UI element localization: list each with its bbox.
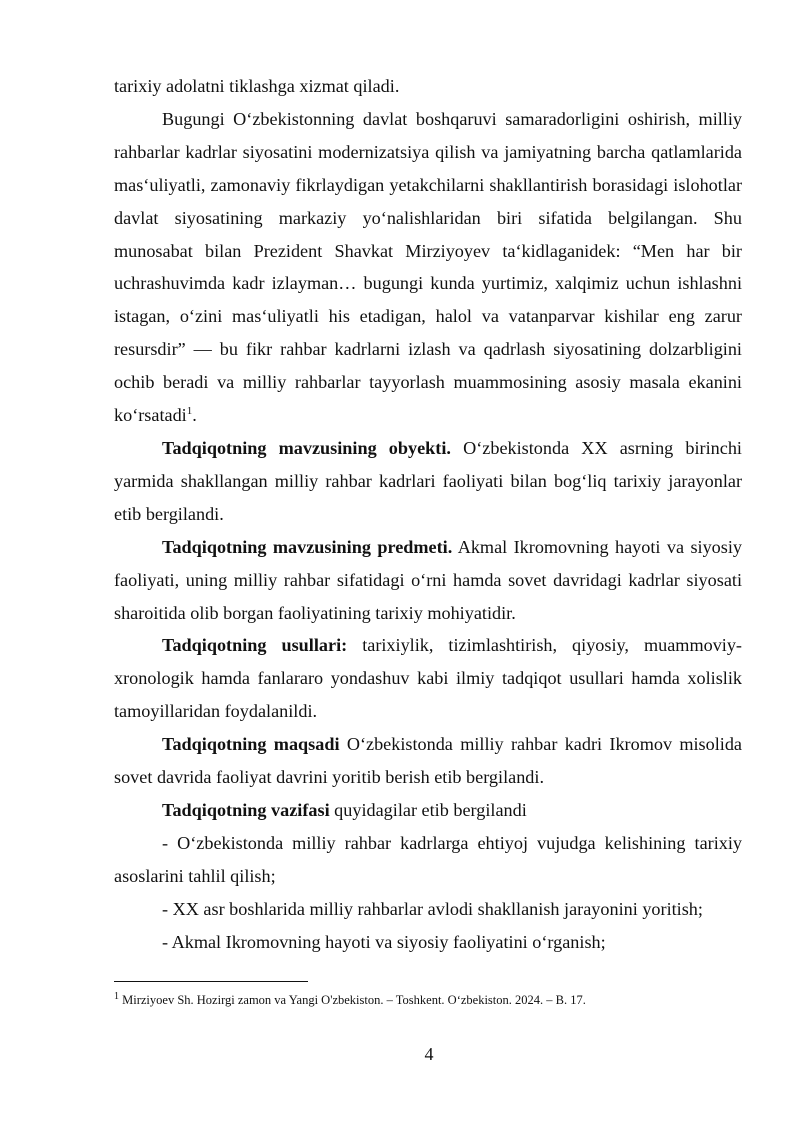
paragraph-research-tasks — [114, 794, 742, 827]
paragraph-heading: Tadqiqotning usullari: — [162, 635, 348, 656]
footnote-text: Mirziyoev Sh. Hozirgi zamon va Yangi O'zbekiston. – Toshkent. O‘zbekiston. 2024. – B. 17. — [119, 993, 586, 1007]
paragraph-reforms — [114, 103, 742, 432]
list-item-text: - O‘zbekistonda milliy rahbar kadrlarga ehtiyoj vujudga kelishining tarixiy asoslarini tahlil qilish; — [114, 832, 742, 886]
task-list-item — [114, 893, 742, 926]
paragraph-text: quyidagilar etib bergilandi — [329, 799, 527, 820]
paragraph-text: tarixiy adolatni tiklashga xizmat qiladi. — [114, 76, 400, 96]
footnote-reference[interactable]: 1 — [186, 405, 193, 418]
paragraph-text: Akmal Ikromovning hayoti va siyosiy faoliyati, uning milliy rahbar sifatidagi o‘rni hamda sovet davridagi kadrlar siyosati sharoitida olib borgan faoliyatining tarixiy mohiyatidir. — [114, 536, 742, 623]
footnote-separator — [114, 981, 308, 982]
footnote-number: 1 — [114, 991, 119, 1002]
task-list-item — [114, 926, 742, 959]
paragraph-text: O‘zbekistonda XX asrning birinchi yarmida shakllangan milliy rahbar kadrlari faoliyati bilan bog‘liq tarixiy jarayonlar etib bergilandi. — [114, 437, 742, 524]
body-text — [114, 70, 742, 958]
paragraph-text: O‘zbekistonda milliy rahbar kadri Ikromov misolida sovet davrida faoliyat davrini yoritib berish etib bergilandi. — [114, 734, 742, 788]
task-list-item — [114, 827, 742, 893]
paragraph-continuation — [114, 70, 742, 103]
paragraph-research-methods — [114, 629, 742, 728]
paragraph-heading: Tadqiqotning mavzusining obyekti. — [162, 437, 451, 458]
paragraph-research-goal — [114, 728, 742, 794]
paragraph-tail: . — [192, 405, 197, 426]
paragraph-text: tarixiylik, tizimlashtirish, qiyosiy, muammoviy-xronologik hamda fanlararo yondashuv kabi ilmiy tadqiqot usullari hamda xolislik tamoyillaridan foydalanildi. — [114, 635, 742, 722]
list-item-text: - XX asr boshlarida milliy rahbarlar avlodi shakllanish jarayonini yoritish; — [162, 898, 703, 919]
paragraph-research-subject — [114, 531, 742, 630]
footnote — [114, 991, 754, 1009]
paragraph-heading: Tadqiqotning mavzusining predmeti. — [162, 536, 453, 557]
paragraph-heading: Tadqiqotning vazifasi — [162, 799, 330, 820]
paragraph-heading: Tadqiqotning maqsadi — [162, 734, 340, 755]
paragraph-research-object — [114, 432, 742, 531]
list-item-text: - Akmal Ikromovning hayoti va siyosiy faoliyatini o‘rganish; — [162, 931, 606, 952]
paragraph-text: Bugungi O‘zbekistonning davlat boshqaruvi samaradorligini oshirish, milliy rahbarlar kadrlar siyosatini modernizatsiya qilish va jamiyatning barcha qatlamlarida mas‘uliyatli, zamonaviy fikrlaydigan yetakchilarni shakllantirish borasidagi islohotlar davlat siyosatining markaziy yo‘nalishlaridan biri sifatida belgilangan. Shu munosabat bilan Prezident Shavkat Mirziyoyev ta‘kidlaganidek: “Men har bir uchrashuvimda kadr izlayman… bugungi kunda yurtimiz, xalqimiz uchun ishlashni istagan, o‘zini mas‘uliyatli his etadigan, halol va vatanparvar kishilar eng zarur resursdir” — bu fikr rahbar kadrlarni izlash va qadrlash siyosatining dolzarbligini ochib beradi va milliy rahbarlar tayyorlash muammosining asosiy masala ekanini ko‘rsatadi — [114, 108, 742, 426]
page-number: 4 — [424, 1044, 434, 1064]
